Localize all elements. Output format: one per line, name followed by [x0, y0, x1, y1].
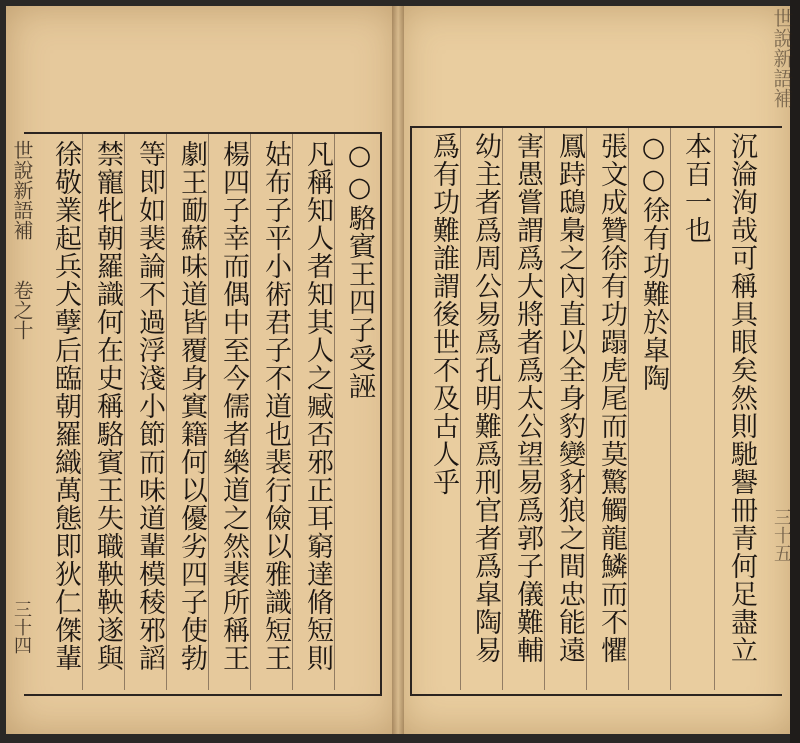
right-column-5: 鳳跱鴟梟之內直以全身豹變豺狼之間忠能遠 — [554, 132, 585, 664]
right-column-rule — [628, 128, 629, 690]
page-edge-shadow — [790, 0, 800, 743]
left-column-rule — [166, 134, 167, 690]
left-column-7: 禁寵牝朝羅識何在史稱駱賓王失職鞅鞅遂與 — [92, 140, 123, 672]
right-margin-folio: 三十五 — [771, 508, 792, 562]
left-column-rule — [250, 134, 251, 690]
book-gutter — [392, 6, 404, 734]
right-column-rule — [586, 128, 587, 690]
left-column-4: 楊四子幸而偶中至今儒者樂道之然裴所稱王 — [218, 140, 249, 672]
right-column-4: 張文成贊徐有功蹋虎尾而莫驚觸龍鱗而不懼 — [596, 132, 627, 664]
left-column-6: 等即如裴論不過浮淺小節而味道輩模稜邪謟 — [134, 140, 165, 672]
left-column-2: 凡稱知人者知其人之臧否邪正耳窮達脩短則 — [302, 140, 333, 672]
right-column-1: 沉淪洵哉可稱具眼矣然則馳譽冊青何足盡立 — [726, 132, 757, 664]
left-column-8: 徐敬業起兵犬孽后臨朝羅織萬態即狄仁傑輩 — [50, 140, 81, 672]
left-column-rule — [208, 134, 209, 690]
right-column-rule — [670, 128, 671, 690]
left-column-3: 姑布子平小術君子不道也裴行儉以雅識短王 — [260, 140, 291, 672]
right-column-8: 爲有功難誰謂後世不及古人乎 — [428, 132, 459, 496]
left-margin-volume: 卷之十 — [10, 280, 34, 340]
left-column-rule — [292, 134, 293, 690]
right-margin-title: 世說新語補 — [770, 8, 794, 108]
left-column-rule — [82, 134, 83, 690]
right-column-rule — [460, 128, 461, 690]
right-column-3: ○○徐有功難於皐陶 — [638, 132, 669, 392]
left-margin-title: 世說新語補 — [10, 140, 34, 240]
right-column-7: 幼主者爲周公易爲孔明難爲刑官者爲皐陶易 — [470, 132, 501, 664]
right-column-6: 害愚嘗謂爲大將者爲太公望易爲郭子儀難輔 — [512, 132, 543, 664]
left-column-1: ○○駱賓王四子受誣 — [344, 140, 375, 400]
right-column-2: 本百一也 — [680, 132, 711, 244]
left-column-rule — [334, 134, 335, 690]
right-column-rule — [502, 128, 503, 690]
left-margin-folio: 三十四 — [11, 600, 32, 654]
right-column-rule — [544, 128, 545, 690]
left-column-5: 劇王勔蘇味道皆覆身窴籍何以優劣四子使勃 — [176, 140, 207, 672]
right-column-rule — [714, 128, 715, 690]
left-column-rule — [124, 134, 125, 690]
